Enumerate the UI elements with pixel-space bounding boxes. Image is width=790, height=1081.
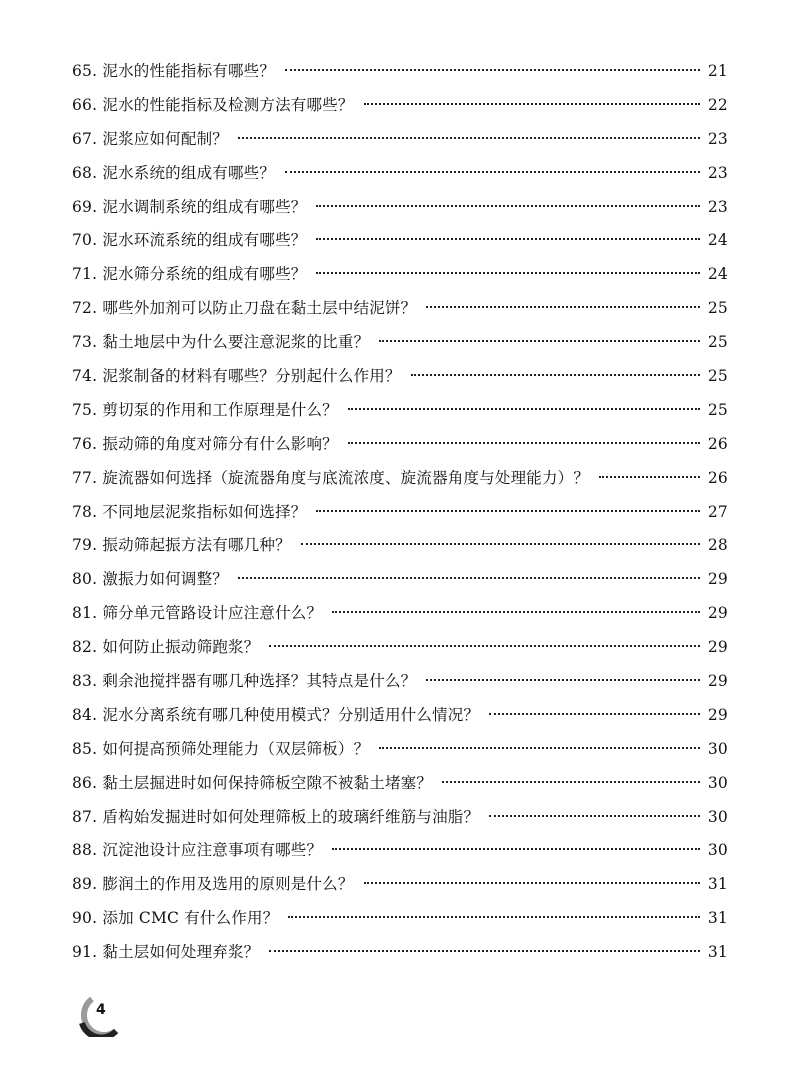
toc-entry[interactable] bbox=[72, 733, 728, 767]
dot-leader bbox=[364, 103, 700, 105]
dot-leader bbox=[442, 781, 700, 783]
toc-entry[interactable] bbox=[72, 834, 728, 868]
dot-leader bbox=[316, 205, 700, 207]
toc-entry[interactable] bbox=[72, 428, 728, 462]
toc-entry-page: 31 bbox=[707, 875, 728, 894]
toc-entry-page: 26 bbox=[707, 468, 728, 487]
toc-entry-title: 76. 振动筛的角度对筛分有什么影响？ bbox=[72, 434, 338, 453]
dot-leader bbox=[238, 577, 700, 579]
toc-entry[interactable] bbox=[72, 326, 728, 360]
toc-entry-title: 87. 盾构始发掘进时如何处理筛板上的玻璃纤维筋与油脂？ bbox=[72, 807, 480, 826]
dot-leader bbox=[316, 238, 700, 240]
toc-entry-title: 77. 旋流器如何选择（旋流器角度与底流浓度、旋流器角度与处理能力）？ bbox=[72, 468, 590, 487]
toc-entry-title: 67. 泥浆应如何配制？ bbox=[72, 129, 228, 148]
toc-entry-title: 72. 哪些外加剂可以防止刀盘在黏土层中结泥饼？ bbox=[72, 299, 417, 318]
toc-entry-title: 66. 泥水的性能指标及检测方法有哪些？ bbox=[72, 95, 354, 114]
toc-entry-title: 86. 黏土层掘进时如何保持筛板空隙不被黏土堵塞？ bbox=[72, 773, 433, 792]
toc-entry-page: 30 bbox=[707, 841, 728, 860]
dot-leader bbox=[426, 679, 700, 681]
dot-leader bbox=[489, 713, 700, 715]
toc-entry-title: 90. 添加 CMC 有什么作用？ bbox=[72, 909, 279, 928]
toc-entry-title: 75. 剪切泵的作用和工作原理是什么？ bbox=[72, 400, 338, 419]
toc-entry[interactable] bbox=[72, 157, 728, 191]
dot-leader bbox=[332, 848, 700, 850]
toc-entry-page: 31 bbox=[707, 909, 728, 928]
toc-entry[interactable] bbox=[72, 665, 728, 699]
toc-entry[interactable] bbox=[72, 597, 728, 631]
dot-leader bbox=[269, 950, 700, 952]
toc-entry-page: 31 bbox=[707, 943, 728, 962]
table-of-contents bbox=[72, 55, 728, 970]
toc-entry-page: 24 bbox=[707, 265, 728, 284]
toc-entry-page: 23 bbox=[707, 129, 728, 148]
toc-entry-title: 81. 筛分单元管路设计应注意什么？ bbox=[72, 604, 323, 623]
dot-leader bbox=[489, 815, 700, 817]
toc-entry-page: 28 bbox=[707, 536, 728, 555]
toc-entry-page: 29 bbox=[707, 570, 728, 589]
dot-leader bbox=[269, 645, 700, 647]
dot-leader bbox=[285, 171, 700, 173]
toc-entry-page: 25 bbox=[707, 333, 728, 352]
toc-entry-title: 70. 泥水环流系统的组成有哪些？ bbox=[72, 231, 307, 250]
toc-entry[interactable] bbox=[72, 55, 728, 89]
toc-entry-page: 29 bbox=[707, 705, 728, 724]
toc-entry-page: 30 bbox=[707, 739, 728, 758]
dot-leader bbox=[301, 543, 700, 545]
toc-entry-title: 85. 如何提高预筛处理能力（双层筛板）？ bbox=[72, 739, 370, 758]
toc-entry-title: 80. 激振力如何调整？ bbox=[72, 570, 228, 589]
toc-entry-page: 27 bbox=[707, 502, 728, 521]
toc-entry-title: 65. 泥水的性能指标有哪些？ bbox=[72, 62, 276, 80]
dot-leader bbox=[316, 510, 700, 512]
toc-entry-title: 71. 泥水筛分系统的组成有哪些？ bbox=[72, 265, 307, 284]
toc-entry-page: 21 bbox=[707, 62, 728, 80]
toc-entry[interactable] bbox=[72, 224, 728, 258]
toc-entry-title: 88. 沉淀池设计应注意事项有哪些？ bbox=[72, 841, 323, 860]
toc-entry[interactable] bbox=[72, 767, 728, 801]
toc-entry-page: 22 bbox=[707, 95, 728, 114]
dot-leader bbox=[379, 340, 700, 342]
toc-entry-page: 23 bbox=[707, 197, 728, 216]
toc-entry[interactable] bbox=[72, 258, 728, 292]
toc-entry-page: 30 bbox=[707, 807, 728, 826]
toc-entry[interactable] bbox=[72, 902, 728, 936]
toc-entry[interactable] bbox=[72, 89, 728, 123]
toc-entry[interactable] bbox=[72, 496, 728, 530]
toc-entry[interactable] bbox=[72, 868, 728, 902]
toc-entry-title: 73. 黏土地层中为什么要注意泥浆的比重？ bbox=[72, 333, 370, 352]
toc-entry[interactable] bbox=[72, 191, 728, 225]
toc-entry-title: 78. 不同地层泥浆指标如何选择？ bbox=[72, 502, 307, 521]
toc-entry[interactable] bbox=[72, 394, 728, 428]
toc-entry[interactable] bbox=[72, 360, 728, 394]
toc-entry[interactable] bbox=[72, 123, 728, 157]
toc-entry-page: 30 bbox=[707, 773, 728, 792]
toc-entry-title: 84. 泥水分离系统有哪几种使用模式？分别适用什么情况？ bbox=[72, 705, 480, 724]
toc-entry-title: 89. 膨润土的作用及选用的原则是什么？ bbox=[72, 875, 354, 894]
toc-entry-page: 29 bbox=[707, 672, 728, 691]
dot-leader bbox=[238, 137, 700, 139]
toc-entry-page: 25 bbox=[707, 367, 728, 386]
dot-leader bbox=[599, 476, 700, 478]
dot-leader bbox=[426, 306, 700, 308]
toc-entry-title: 91. 黏土层如何处理弃浆？ bbox=[72, 943, 260, 962]
dot-leader bbox=[348, 442, 700, 444]
toc-entry-page: 29 bbox=[707, 638, 728, 657]
dot-leader bbox=[411, 374, 700, 376]
dot-leader bbox=[288, 916, 700, 918]
toc-entry[interactable] bbox=[72, 801, 728, 835]
toc-entry-title: 79. 振动筛起振方法有哪几种？ bbox=[72, 536, 291, 555]
toc-entry-page: 29 bbox=[707, 604, 728, 623]
dot-leader bbox=[332, 611, 700, 613]
toc-entry[interactable] bbox=[72, 699, 728, 733]
toc-entry-title: 69. 泥水调制系统的组成有哪些？ bbox=[72, 197, 307, 216]
toc-entry-page: 26 bbox=[707, 434, 728, 453]
page-number: 4 bbox=[96, 1002, 106, 1018]
dot-leader bbox=[348, 408, 700, 410]
toc-entry-title: 82. 如何防止振动筛跑浆？ bbox=[72, 638, 260, 657]
toc-entry[interactable] bbox=[72, 936, 728, 970]
toc-entry-page: 23 bbox=[707, 163, 728, 182]
toc-entry-title: 74. 泥浆制备的材料有哪些？分别起什么作用？ bbox=[72, 367, 401, 386]
toc-entry[interactable] bbox=[72, 462, 728, 496]
dot-leader bbox=[285, 69, 700, 71]
dot-leader bbox=[364, 882, 700, 884]
toc-entry-title: 68. 泥水系统的组成有哪些？ bbox=[72, 163, 276, 182]
dot-leader bbox=[316, 272, 700, 274]
toc-entry-page: 25 bbox=[707, 400, 728, 419]
toc-entry[interactable] bbox=[72, 529, 728, 563]
toc-entry-page: 25 bbox=[707, 299, 728, 318]
toc-entry[interactable] bbox=[72, 631, 728, 665]
toc-entry[interactable] bbox=[72, 292, 728, 326]
toc-entry-page: 24 bbox=[707, 231, 728, 250]
toc-entry[interactable] bbox=[72, 563, 728, 597]
toc-entry-title: 83. 剩余池搅拌器有哪几种选择？其特点是什么？ bbox=[72, 672, 417, 691]
dot-leader bbox=[379, 747, 700, 749]
